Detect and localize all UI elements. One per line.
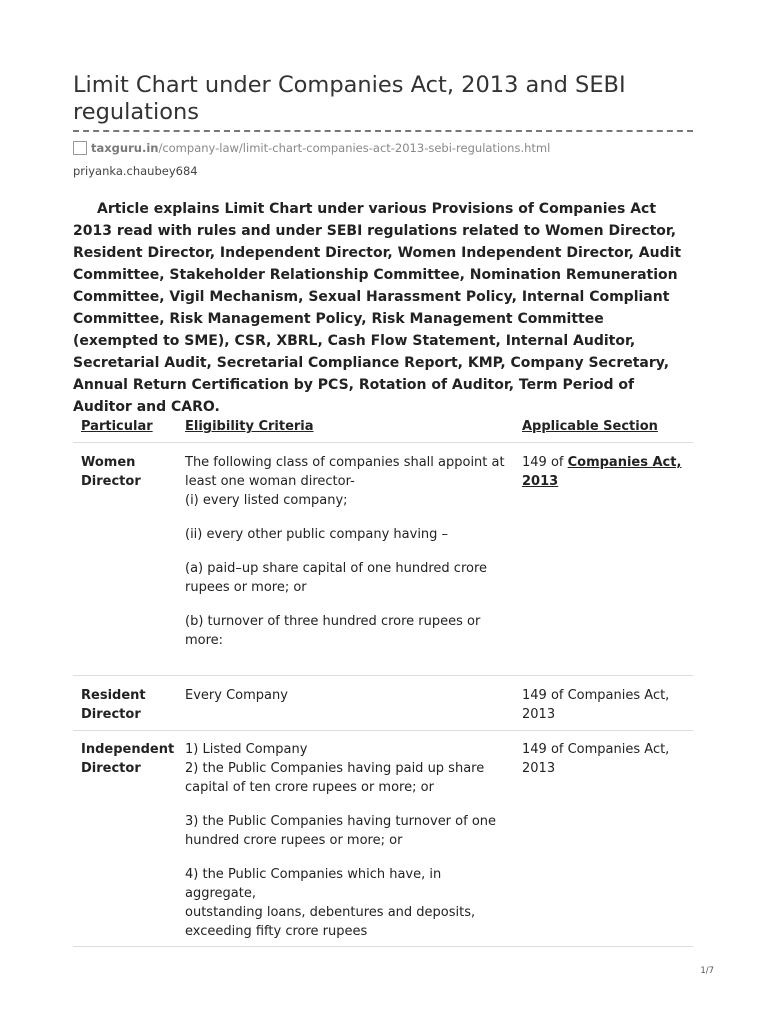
criteria-line: capital of ten crore rupees or more; or bbox=[185, 780, 434, 795]
criteria-line: Every Company bbox=[185, 688, 288, 703]
criteria-line: hundred crore rupees or more; or bbox=[185, 833, 403, 848]
criteria-line: 3) the Public Companies having turnover of one bbox=[185, 814, 497, 829]
criteria-line: least one woman director- bbox=[185, 474, 355, 489]
criteria-line: 4) the Public Companies which have, in aggregate, bbox=[185, 867, 442, 901]
particular-line: Women bbox=[81, 455, 136, 470]
particular-cell bbox=[73, 453, 185, 675]
section-cell bbox=[522, 686, 693, 730]
particular-line: Independent bbox=[81, 742, 175, 757]
criteria-cell bbox=[185, 686, 522, 730]
page-number: 1/7 bbox=[700, 966, 714, 976]
criteria-paragraph bbox=[185, 525, 512, 544]
criteria-line: more: bbox=[185, 633, 224, 648]
header-particular: Particular bbox=[81, 419, 153, 434]
criteria-line: (i) every listed company; bbox=[185, 493, 348, 508]
criteria-line: exceeding fifty crore rupees bbox=[185, 924, 368, 939]
criteria-line: (a) paid–up share capital of one hundred crore bbox=[185, 561, 488, 576]
criteria-cell bbox=[185, 740, 522, 946]
header-applicable-section: Applicable Section bbox=[522, 419, 658, 434]
criteria-cell bbox=[185, 453, 522, 675]
section-line bbox=[522, 453, 693, 472]
source-domain[interactable]: taxguru.in bbox=[91, 141, 159, 155]
criteria-line: The following class of companies shall appoint at bbox=[185, 455, 505, 470]
section-line: 149 of Companies Act, bbox=[522, 742, 670, 757]
article-title: Limit Chart under Companies Act, 2013 and SEBI regulations bbox=[73, 72, 626, 125]
particular-cell bbox=[73, 740, 185, 946]
companies-act-link[interactable]: 2013 bbox=[522, 474, 559, 489]
header-eligibility-criteria: Eligibility Criteria bbox=[185, 419, 314, 434]
criteria-line: 2) the Public Companies having paid up share bbox=[185, 761, 485, 776]
section-line: 2013 bbox=[522, 707, 556, 722]
criteria-paragraph bbox=[185, 559, 512, 597]
favicon-icon bbox=[73, 141, 87, 155]
section-prefix: 149 of bbox=[522, 455, 568, 470]
particular-cell bbox=[73, 686, 185, 730]
criteria-line: (ii) every other public company having – bbox=[185, 527, 449, 542]
section-line: 149 of Companies Act, bbox=[522, 688, 670, 703]
criteria-paragraph bbox=[185, 812, 512, 850]
table-row bbox=[73, 676, 693, 731]
section-cell bbox=[522, 740, 693, 946]
author-name: priyanka.chaubey684 bbox=[73, 164, 198, 178]
criteria-line: (b) turnover of three hundred crore rupees or bbox=[185, 614, 481, 629]
title-divider bbox=[73, 130, 693, 132]
particular-line: Director bbox=[81, 474, 141, 489]
table-row bbox=[73, 443, 693, 676]
section-line bbox=[522, 472, 693, 491]
source-url[interactable] bbox=[73, 138, 550, 158]
table-header-row bbox=[73, 413, 693, 443]
particular-line: Director bbox=[81, 761, 141, 776]
criteria-line: 1) Listed Company bbox=[185, 742, 308, 757]
section-cell bbox=[522, 453, 693, 675]
criteria-paragraph bbox=[185, 453, 512, 510]
criteria-paragraph bbox=[185, 740, 512, 797]
criteria-paragraph bbox=[185, 865, 512, 941]
companies-act-link[interactable]: Companies Act, bbox=[567, 455, 682, 470]
particular-line: Resident bbox=[81, 688, 146, 703]
article-summary: Article explains Limit Chart under various Provisions of Companies Act 2013 read with rules and under SEBI regulations related to Women Director, Resident Director, Independent Director, Women Independent Director, Audit Committee, Stakeholder Relationship Committee, Nomination Remuneration Committee, Vigil Mechanism, Sexual Harassment Policy, Internal Compliant Committee, Risk Management Policy, Risk Management Committee (exempted to SME), CSR, XBRL, Cash Flow Statement, Internal Auditor, Secretarial Audit, Secretarial Compliance Report, KMP, Company Secretary, Annual Return Certification by PCS, Rotation of Auditor, Term Period of Auditor and CARO. bbox=[73, 201, 682, 415]
section-line: 2013 bbox=[522, 761, 556, 776]
particular-line: Director bbox=[81, 707, 141, 722]
source-path[interactable]: /company-law/limit-chart-companies-act-2013-sebi-regulations.html bbox=[158, 141, 551, 155]
criteria-paragraph bbox=[185, 612, 512, 650]
limit-chart-table bbox=[73, 413, 693, 947]
criteria-line: outstanding loans, debentures and deposits, bbox=[185, 905, 476, 920]
table-row bbox=[73, 731, 693, 947]
criteria-line: rupees or more; or bbox=[185, 580, 307, 595]
